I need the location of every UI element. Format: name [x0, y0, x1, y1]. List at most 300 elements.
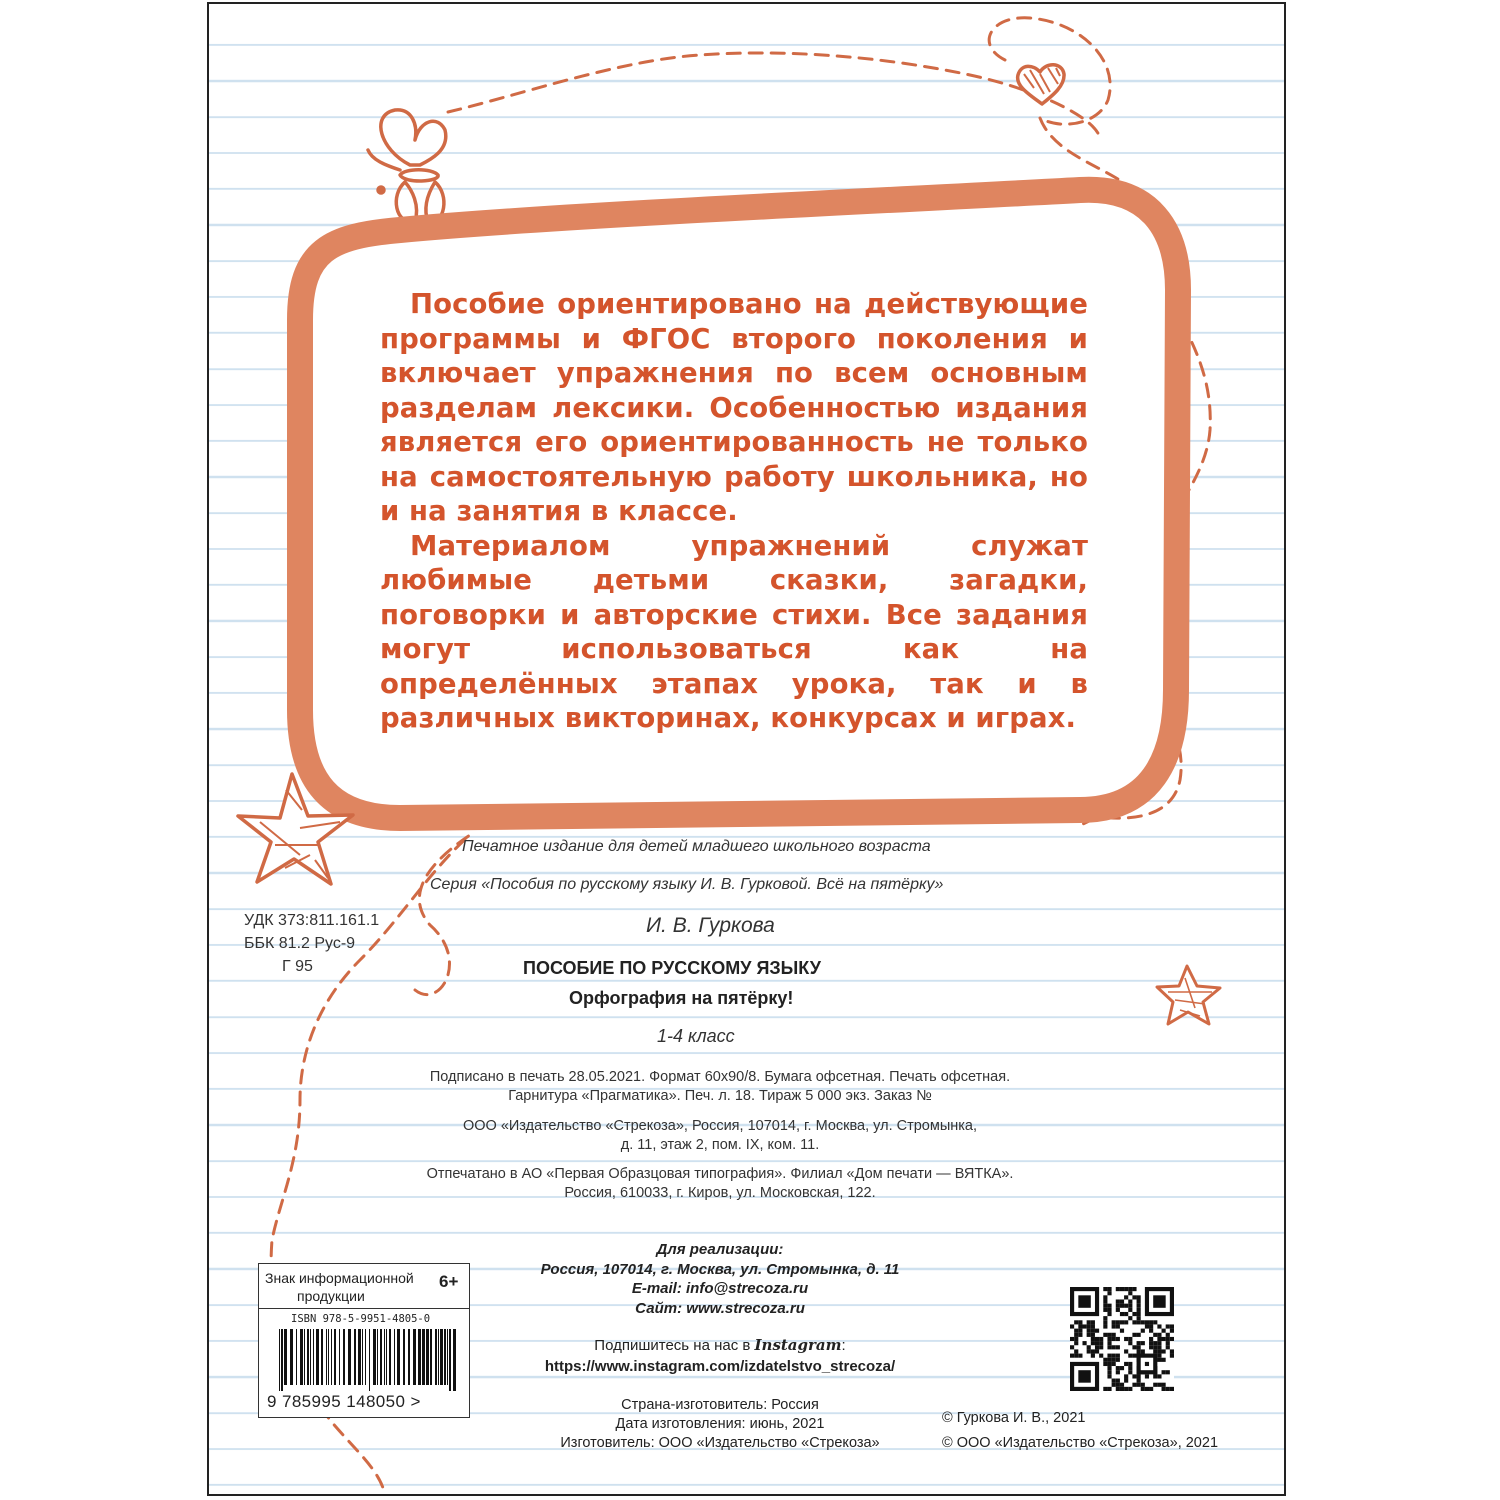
series-note: Серия «Пособия по русскому языку И. В. Гурковой. Всё на пятёрку»	[430, 876, 944, 893]
qr-module	[1170, 1354, 1174, 1358]
barcode-bar	[326, 1329, 327, 1385]
qr-module	[1099, 1337, 1103, 1341]
barcode-bar	[279, 1329, 280, 1391]
qr-module	[1107, 1366, 1111, 1370]
barcode-bar	[313, 1329, 314, 1385]
sales-site: Сайт: www.strecoza.ru	[635, 1299, 805, 1317]
qr-module	[1078, 1320, 1082, 1324]
barcode-bar	[365, 1329, 366, 1385]
qr-module	[1078, 1329, 1082, 1333]
qr-module	[1124, 1295, 1128, 1299]
qr-module	[1141, 1383, 1145, 1387]
qr-module	[1087, 1333, 1091, 1337]
qr-module	[1166, 1337, 1170, 1341]
qr-module	[1149, 1324, 1153, 1328]
qr-module	[1141, 1349, 1145, 1353]
qr-module	[1091, 1329, 1095, 1333]
qr-module	[1153, 1341, 1157, 1345]
qr-module	[1128, 1337, 1132, 1341]
qr-module	[1112, 1320, 1116, 1324]
qr-module	[1157, 1341, 1161, 1345]
qr-module	[1157, 1374, 1161, 1378]
barcode-bar	[343, 1329, 345, 1385]
qr-module	[1116, 1287, 1120, 1291]
qr-module	[1128, 1287, 1132, 1291]
barcode-bar	[304, 1329, 305, 1385]
qr-module	[1112, 1324, 1116, 1328]
qr-module	[1124, 1387, 1128, 1391]
qr-module	[1149, 1345, 1153, 1349]
qr-module	[1103, 1316, 1107, 1320]
qr-module	[1120, 1387, 1124, 1391]
qr-module	[1103, 1387, 1107, 1391]
qr-module	[1149, 1387, 1153, 1391]
qr-module	[1091, 1354, 1095, 1358]
qr-module	[1107, 1287, 1111, 1291]
copyright-block	[942, 1406, 1218, 1456]
qr-module	[1157, 1349, 1161, 1353]
qr-module	[1107, 1337, 1111, 1341]
info-product-sign	[259, 1264, 469, 1309]
barcode-block	[258, 1263, 470, 1418]
qr-module	[1087, 1345, 1091, 1349]
qr-module	[1153, 1320, 1157, 1324]
social-block	[470, 1335, 970, 1377]
qr-module	[1078, 1295, 1090, 1307]
barcode-bar	[284, 1329, 287, 1385]
barcode-bar	[380, 1329, 382, 1385]
barcode-bar	[394, 1329, 395, 1385]
qr-module	[1149, 1341, 1153, 1345]
qr-module	[1149, 1320, 1153, 1324]
author-name: И. В. Гуркова	[646, 914, 775, 937]
printer-info	[360, 1165, 1080, 1203]
qr-module	[1112, 1379, 1116, 1383]
qr-module	[1074, 1329, 1078, 1333]
qr-module	[1157, 1358, 1161, 1362]
qr-module	[1099, 1354, 1103, 1358]
qr-module	[1137, 1316, 1141, 1320]
qr-module	[1124, 1287, 1128, 1291]
qr-module	[1124, 1304, 1128, 1308]
date-line: Дата изготовления: июнь, 2021	[615, 1416, 825, 1432]
qr-module	[1124, 1379, 1128, 1383]
sales-info	[500, 1240, 940, 1318]
qr-module	[1137, 1308, 1141, 1312]
qr-module	[1078, 1333, 1082, 1337]
qr-module	[1082, 1341, 1086, 1345]
subscribe-colon: :	[841, 1337, 846, 1354]
qr-module	[1107, 1374, 1111, 1378]
qr-module	[1107, 1345, 1111, 1349]
subscribe-line	[470, 1335, 970, 1356]
qr-module	[1082, 1324, 1086, 1328]
qr-module	[1116, 1383, 1120, 1387]
qr-module	[1145, 1387, 1149, 1391]
qr-module	[1137, 1295, 1141, 1299]
copyright-publisher: © ООО «Издательство «Стрекоза», 2021	[942, 1435, 1219, 1451]
qr-module	[1074, 1333, 1078, 1337]
qr-module	[1128, 1370, 1132, 1374]
qr-module	[1162, 1337, 1166, 1341]
barcode-bar	[328, 1329, 329, 1385]
barcode-bar	[362, 1329, 363, 1385]
qr-module	[1157, 1324, 1161, 1328]
qr-module	[1087, 1329, 1091, 1333]
barcode-bar	[331, 1329, 332, 1385]
print-details-line-1: Подписано в печать 28.05.2021. Формат 60х90/8. Бумага офсетная. Печать офсетная.	[429, 1069, 1011, 1085]
sign-label-1: Знак информационной	[265, 1270, 414, 1286]
barcode-bar	[389, 1329, 391, 1385]
qr-module	[1070, 1345, 1074, 1349]
barcode-bar	[290, 1329, 293, 1385]
qr-module	[1116, 1358, 1120, 1362]
barcode-bar	[334, 1329, 336, 1385]
isbn-text: ISBN 978-5-9951-4805-0	[291, 1313, 431, 1325]
qr-module	[1170, 1329, 1174, 1333]
qr-module	[1112, 1337, 1116, 1341]
qr-module	[1103, 1362, 1107, 1366]
qr-module	[1166, 1387, 1170, 1391]
qr-module	[1120, 1312, 1124, 1316]
barcode-icon	[277, 1329, 459, 1391]
qr-module	[1116, 1370, 1120, 1374]
barcode-bar	[449, 1329, 451, 1391]
qr-module	[1087, 1320, 1091, 1324]
qr-module	[1157, 1383, 1161, 1387]
qr-module	[1112, 1333, 1116, 1337]
barcode-bar	[358, 1329, 361, 1385]
qr-module	[1166, 1370, 1170, 1374]
qr-module	[1153, 1374, 1157, 1378]
qr-module	[1137, 1320, 1141, 1324]
qr-module	[1153, 1383, 1157, 1387]
qr-module	[1124, 1320, 1128, 1324]
qr-module	[1137, 1299, 1141, 1303]
intro-paragraph-1: Пособие ориентировано на действующие программы и ФГОС второго поколения и включает упражнения по всем основным разделам лексики. Особенностью издания является его ориентированность не только на самостоятельную работу школьника, но и на занятия в классе.	[380, 288, 1088, 527]
qr-module	[1170, 1349, 1174, 1353]
qr-module	[1103, 1333, 1107, 1337]
qr-module	[1107, 1387, 1111, 1391]
barcode-bar	[310, 1329, 311, 1385]
qr-module	[1103, 1324, 1107, 1328]
qr-module	[1107, 1312, 1111, 1316]
qr-module	[1074, 1337, 1078, 1341]
qr-module	[1128, 1341, 1132, 1345]
manufacture-info	[560, 1396, 880, 1453]
qr-module	[1137, 1379, 1141, 1383]
qr-module	[1103, 1320, 1107, 1324]
country-line: Страна-изготовитель: Россия	[621, 1397, 819, 1413]
qr-module	[1128, 1308, 1132, 1312]
qr-module	[1162, 1387, 1166, 1391]
qr-module	[1132, 1333, 1136, 1337]
qr-module	[1078, 1354, 1082, 1358]
qr-module	[1107, 1370, 1111, 1374]
qr-module	[1107, 1358, 1111, 1362]
barcode-bar	[444, 1329, 446, 1385]
qr-module	[1095, 1329, 1099, 1333]
qr-module	[1116, 1366, 1120, 1370]
qr-module	[1141, 1387, 1145, 1391]
qr-module	[1157, 1354, 1161, 1358]
qr-module	[1132, 1374, 1136, 1378]
barcode-bar	[307, 1329, 309, 1385]
book-subtitle: Орфография на пятёрку!	[569, 988, 794, 1008]
author-mark: Г 95	[282, 958, 313, 975]
barcode-bar	[422, 1329, 425, 1385]
qr-module	[1078, 1324, 1082, 1328]
maker-line: Изготовитель: ООО «Издательство «Стрекоза»	[560, 1435, 880, 1451]
qr-module	[1116, 1308, 1120, 1312]
qr-module	[1137, 1345, 1141, 1349]
qr-module	[1107, 1341, 1111, 1345]
qr-module	[1132, 1354, 1136, 1358]
qr-module	[1132, 1295, 1136, 1299]
qr-module	[1137, 1304, 1141, 1308]
qr-module	[1145, 1320, 1149, 1324]
instagram-brand: Instagram	[754, 1336, 842, 1354]
barcode-bar	[296, 1329, 297, 1385]
qr-module	[1124, 1337, 1128, 1341]
intro-paragraph-2: Материалом упражнений служат любимые детьми сказки, загадки, поговорки и авторские стихи. Все задания могут использоваться как на определённых этапах урока, так и в различных викторинах, конкурсах и играх.	[380, 529, 1088, 734]
barcode-bar	[300, 1329, 303, 1385]
barcode-bar	[348, 1329, 351, 1385]
qr-module	[1124, 1349, 1128, 1353]
publisher-address	[360, 1117, 1080, 1155]
qr-module	[1107, 1333, 1111, 1337]
qr-module	[1099, 1345, 1103, 1349]
qr-module	[1120, 1366, 1124, 1370]
qr-module	[1112, 1354, 1116, 1358]
publisher-line-1: ООО «Издательство «Стрекоза», Россия, 107014, г. Москва, ул. Стромынка,	[462, 1118, 978, 1134]
subscribe-text: Подпишитесь на нас в	[594, 1337, 751, 1354]
qr-module	[1099, 1341, 1103, 1345]
qr-module	[1103, 1287, 1107, 1291]
heart-icon	[1018, 65, 1064, 104]
qr-module	[1103, 1304, 1107, 1308]
barcode-bar	[438, 1329, 439, 1385]
qr-module	[1166, 1345, 1170, 1349]
qr-module	[1170, 1337, 1174, 1341]
qr-module	[1120, 1383, 1124, 1387]
qr-module	[1128, 1387, 1132, 1391]
qr-module	[1095, 1345, 1099, 1349]
qr-module	[1095, 1337, 1099, 1341]
qr-module	[1137, 1341, 1141, 1345]
instagram-link[interactable]: https://www.instagram.com/izdatelstvo_strecoza/	[544, 1358, 896, 1375]
qr-module	[1132, 1345, 1136, 1349]
qr-module	[1166, 1341, 1170, 1345]
barcode-digits: 9 785995 148050 >	[267, 1392, 421, 1411]
qr-module	[1116, 1354, 1120, 1358]
publisher-line-2: д. 11, этаж 2, пом. IX, ком. 11.	[620, 1137, 820, 1153]
qr-module	[1087, 1349, 1091, 1353]
qr-module	[1116, 1324, 1120, 1328]
qr-module	[1157, 1333, 1161, 1337]
qr-module	[1132, 1320, 1136, 1324]
qr-module	[1107, 1304, 1111, 1308]
qr-module	[1120, 1320, 1124, 1324]
qr-module	[1070, 1337, 1074, 1341]
qr-module	[1166, 1324, 1170, 1328]
qr-module	[1095, 1349, 1099, 1353]
barcode-bar	[321, 1329, 323, 1385]
barcode-bar	[453, 1329, 456, 1391]
barcode-bar	[369, 1329, 370, 1391]
qr-module	[1087, 1324, 1091, 1328]
intro-text	[380, 287, 1088, 736]
qr-module	[1149, 1329, 1153, 1333]
qr-module	[1091, 1341, 1095, 1345]
qr-module	[1107, 1362, 1111, 1366]
qr-code-icon[interactable]	[1070, 1287, 1174, 1391]
sales-email: E-mail: info@strecoza.ru	[631, 1280, 809, 1297]
qr-module	[1107, 1354, 1111, 1358]
classification-codes	[244, 909, 379, 978]
qr-module	[1120, 1329, 1124, 1333]
butterfly-icon	[368, 110, 446, 222]
barcode-bar	[403, 1329, 405, 1385]
qr-module	[1137, 1374, 1141, 1378]
qr-module	[1137, 1349, 1141, 1353]
printer-line-2: Россия, 610033, г. Киров, ул. Московская, 122.	[564, 1185, 876, 1201]
qr-module	[1153, 1345, 1157, 1349]
qr-module	[1091, 1349, 1095, 1353]
barcode-bar	[426, 1329, 429, 1385]
qr-module	[1074, 1349, 1078, 1353]
qr-module	[1112, 1345, 1116, 1349]
barcode-bar	[397, 1329, 400, 1385]
qr-module	[1162, 1383, 1166, 1387]
qr-module	[1132, 1312, 1136, 1316]
qr-module	[1137, 1312, 1141, 1316]
qr-module	[1107, 1308, 1111, 1312]
qr-module	[1141, 1329, 1145, 1333]
barcode-bar	[408, 1329, 410, 1385]
barcode-bar	[377, 1329, 378, 1385]
barcode-bar	[418, 1329, 421, 1385]
age-rating: 6+	[439, 1272, 459, 1291]
qr-module	[1070, 1354, 1074, 1358]
qr-module	[1116, 1299, 1120, 1303]
qr-module	[1095, 1341, 1099, 1345]
barcode-bar	[373, 1329, 376, 1385]
qr-module	[1132, 1287, 1136, 1291]
qr-module	[1124, 1374, 1128, 1378]
qr-module	[1149, 1337, 1153, 1341]
qr-module	[1103, 1358, 1107, 1362]
book-title: ПОСОБИЕ ПО РУССКОМУ ЯЗЫКУ	[523, 958, 821, 978]
qr-module	[1074, 1354, 1078, 1358]
qr-module	[1137, 1333, 1141, 1337]
qr-module	[1128, 1316, 1132, 1320]
qr-module	[1120, 1287, 1124, 1291]
barcode-bar	[354, 1329, 356, 1385]
qr-module	[1124, 1362, 1128, 1366]
qr-module	[1116, 1387, 1120, 1391]
qr-module	[1141, 1320, 1145, 1324]
qr-module	[1128, 1354, 1132, 1358]
qr-module	[1162, 1358, 1166, 1362]
qr-module	[1112, 1362, 1116, 1366]
barcode-bar	[386, 1329, 387, 1385]
qr-module	[1145, 1374, 1149, 1378]
qr-module	[1153, 1295, 1165, 1307]
qr-module	[1145, 1324, 1149, 1328]
qr-module	[1132, 1383, 1136, 1387]
qr-module	[1124, 1312, 1128, 1316]
qr-module	[1078, 1370, 1090, 1382]
sign-label-2: продукции	[297, 1288, 365, 1304]
audience-note: Печатное издание для детей младшего школьного возраста	[462, 838, 931, 855]
qr-module	[1116, 1337, 1120, 1341]
qr-module	[1128, 1362, 1132, 1366]
star-small-icon	[1157, 966, 1220, 1024]
qr-module	[1128, 1366, 1132, 1370]
barcode-bar	[413, 1329, 416, 1385]
dashed-trail-top	[448, 53, 1100, 140]
qr-module	[1162, 1349, 1166, 1353]
grade-range: 1-4 класс	[657, 1026, 735, 1046]
qr-module	[1166, 1333, 1170, 1337]
qr-module	[1153, 1333, 1157, 1337]
qr-module	[1107, 1291, 1111, 1295]
qr-module	[1157, 1337, 1161, 1341]
qr-module	[1153, 1349, 1157, 1353]
qr-module	[1162, 1370, 1166, 1374]
qr-module	[1120, 1304, 1124, 1308]
qr-module	[1112, 1383, 1116, 1387]
qr-module	[1128, 1299, 1132, 1303]
barcode-bar	[435, 1329, 437, 1385]
qr-module	[1116, 1304, 1120, 1308]
barcode-bar	[339, 1329, 340, 1385]
qr-module	[1074, 1341, 1078, 1345]
qr-module	[1141, 1341, 1145, 1345]
qr-module	[1170, 1324, 1174, 1328]
qr-module	[1103, 1295, 1107, 1299]
qr-module	[1120, 1299, 1124, 1303]
qr-module	[1091, 1333, 1095, 1337]
barcode-bar	[447, 1329, 448, 1385]
copyright-author: © Гуркова И. В., 2021	[942, 1410, 1086, 1426]
barcode-bar	[440, 1329, 443, 1385]
qr-module	[1116, 1345, 1120, 1349]
qr-module	[1128, 1291, 1132, 1295]
qr-module	[1091, 1320, 1095, 1324]
barcode-bar	[281, 1329, 283, 1391]
qr-module	[1103, 1299, 1107, 1303]
bbk-code: ББК 81.2 Рус-9	[244, 935, 356, 952]
qr-module	[1157, 1345, 1161, 1349]
qr-module	[1128, 1304, 1132, 1308]
qr-module	[1137, 1383, 1141, 1387]
qr-module	[1162, 1329, 1166, 1333]
sales-label: Для реализации:	[656, 1241, 784, 1258]
qr-module	[1091, 1324, 1095, 1328]
udk-code: УДК 373:811.161.1	[244, 912, 380, 929]
printer-line-1: Отпечатано в АО «Первая Образцовая типография». Филиал «Дом печати — ВЯТКА».	[426, 1166, 1014, 1182]
qr-module	[1103, 1308, 1107, 1312]
qr-module	[1112, 1358, 1116, 1362]
qr-module	[1091, 1337, 1095, 1341]
barcode-bar	[316, 1329, 319, 1385]
qr-module	[1070, 1324, 1074, 1328]
print-details-line-2: Гарнитура «Прагматика». Печ. л. 18. Тираж 5 000 экз. Заказ №	[508, 1088, 932, 1104]
sales-address: Россия, 107014, г. Москва, ул. Стромынка, д. 11	[540, 1260, 900, 1278]
qr-module	[1145, 1362, 1149, 1366]
